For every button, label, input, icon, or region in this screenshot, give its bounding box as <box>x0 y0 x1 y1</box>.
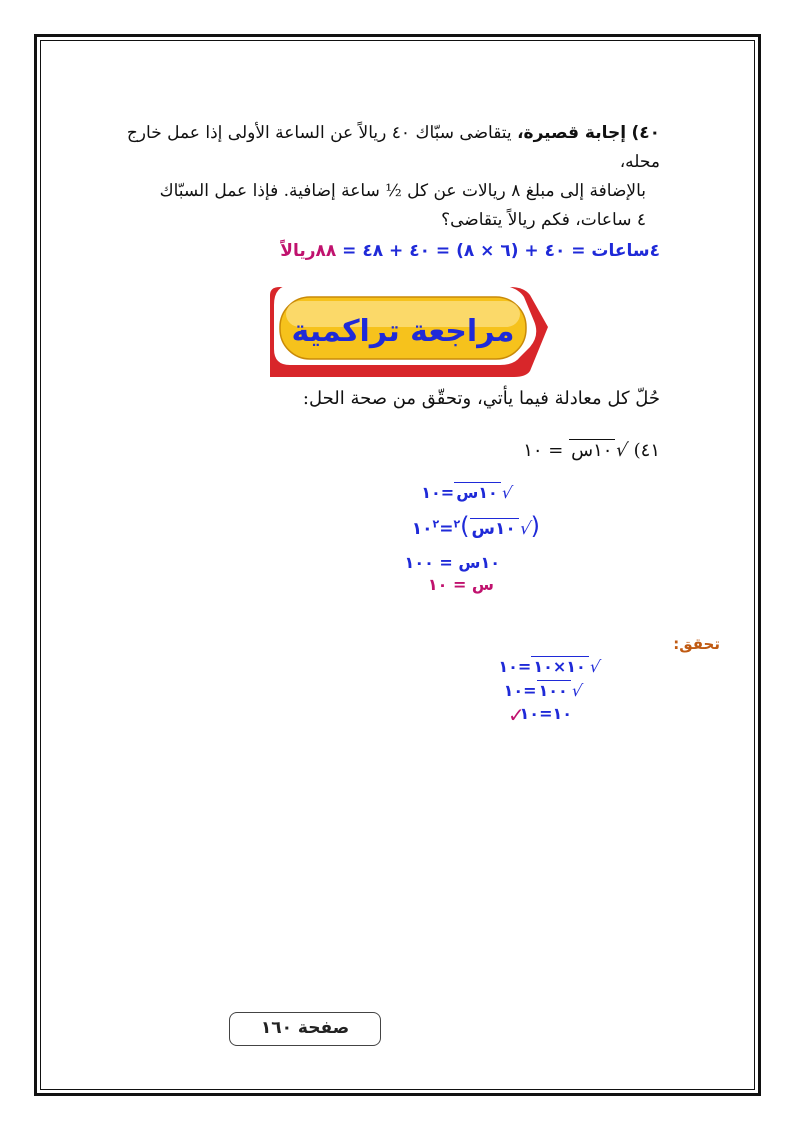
question-40-line1 <box>100 119 660 177</box>
answer-40 <box>60 241 660 261</box>
checkmark-icon: ✓ <box>508 703 525 727</box>
cumulative-review-banner <box>262 283 552 378</box>
question-41-radicand: ١٠س <box>569 439 615 461</box>
question-40-label: إجابة قصيرة، <box>517 123 627 143</box>
radical-sign-icon: √ <box>518 519 533 539</box>
question-41-number: ٤١) <box>633 440 660 461</box>
solution-step-2: $(√١٠س)^٢=١٠^٢$ <box>411 512 540 540</box>
radical-sign-icon: √ <box>614 440 630 461</box>
check-title: تحقق: <box>673 635 720 653</box>
question-40 <box>100 119 660 235</box>
answer-40-result: ٨٨ريالاً <box>280 241 337 261</box>
question-40-text3: ٤ ساعات، فكم ريالاً يتقاضى؟ <box>441 210 646 230</box>
banner-title: مراجعة تراكمية <box>291 314 515 349</box>
check-line-3: ١٠=١٠ <box>519 704 572 723</box>
check-line-2: √١٠٠=١٠ <box>503 681 584 700</box>
radical-sign-icon: √ <box>500 483 514 502</box>
solution-step-1: √١٠س=١٠ <box>421 483 514 502</box>
solution-step-3: ١٠س = ١٠٠ <box>404 553 500 572</box>
question-40-number: ٤٠) <box>631 123 660 143</box>
banner-shape <box>262 283 552 378</box>
page-number-label: صفحة ١٦٠ <box>229 1012 381 1046</box>
question-41 <box>523 439 660 461</box>
question-41-rhs: = ١٠ <box>523 440 564 461</box>
radical-sign-icon: √ <box>588 657 602 676</box>
answer-40-expression: ٤ساعات = ٤٠ + (٦ × ٨) = ٤٠ + ٤٨ = <box>336 241 660 261</box>
check-line-1: √١٠×١٠=١٠ <box>498 657 602 676</box>
review-instruction: حُلّ كل معادلة فيما يأتي، وتحقّق من صحة الحل: <box>302 388 660 409</box>
solution-step-4: س = ١٠ <box>427 575 494 594</box>
radical-sign-icon: √ <box>570 681 584 700</box>
question-40-text2: بالإضافة إلى مبلغ ٨ ريالات عن كل ½ ساعة إضافية. فإذا عمل السبّاك <box>159 181 646 201</box>
question-40-text1: يتقاضى سبّاك ٤٠ ريالاً عن الساعة الأولى إذا عمل خارج محله، <box>126 123 660 172</box>
